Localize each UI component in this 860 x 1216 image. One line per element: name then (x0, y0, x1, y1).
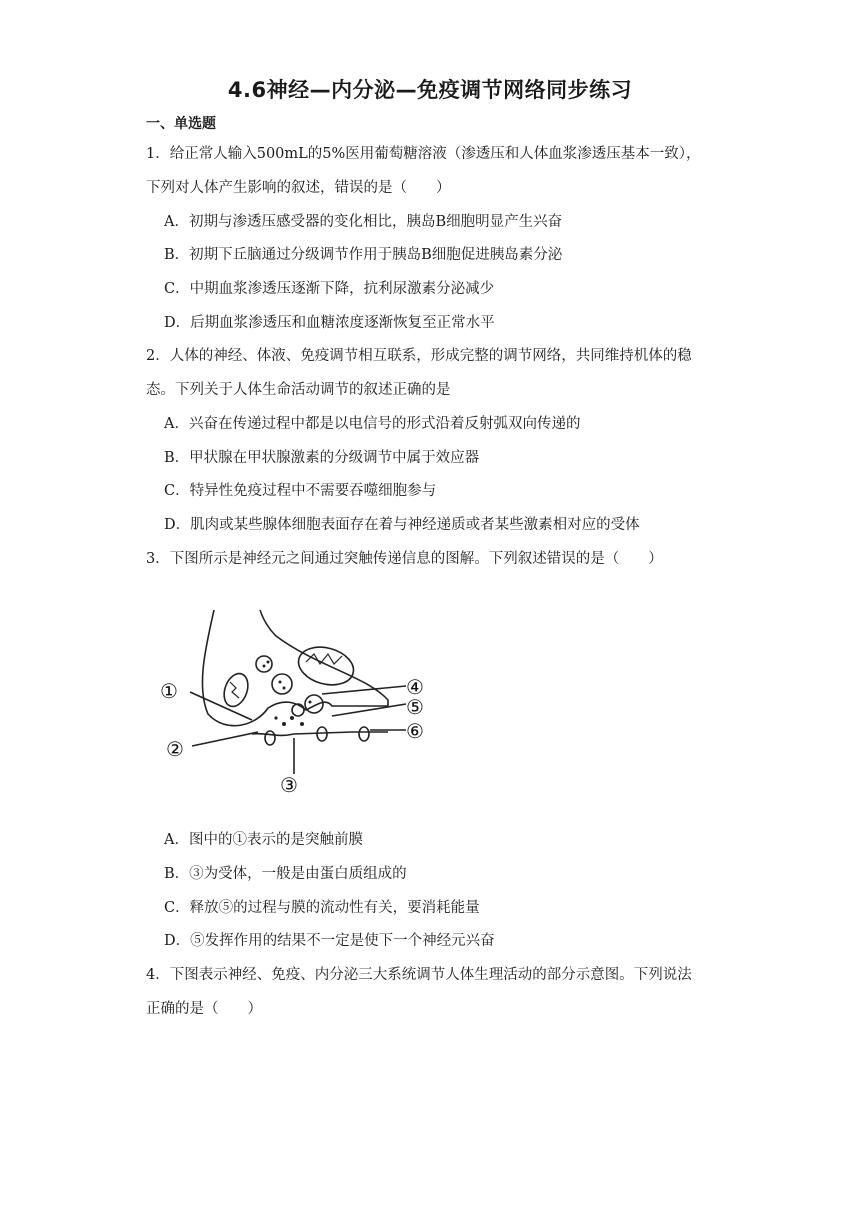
q1-stem-line-2: 下列对人体产生影响的叙述，错误的是（ ） (146, 180, 451, 196)
q2-option-b: B．甲状腺在甲状腺激素的分级调节中属于效应器 (164, 450, 480, 466)
figure-label-2: ② (166, 737, 184, 761)
q1-option-c: C．中期血浆渗透压逐渐下降，抗利尿激素分泌减少 (164, 281, 495, 297)
q1-stem-line-1: 1．给正常人输入500mL的5%医用葡萄糖溶液（渗透压和人体血浆渗透压基本一致）， (146, 146, 701, 162)
q2-option-c: C．特异性免疫过程中不需要吞噬细胞参与 (164, 483, 437, 499)
q1-option-d: D．后期血浆渗透压和血糖浓度逐渐恢复至正常水平 (164, 315, 495, 331)
q3-option-d: D．⑤发挥作用的结果不一定是使下一个神经元兴奋 (164, 933, 495, 949)
page-title: 4.6神经—内分泌—免疫调节网络同步练习 (227, 78, 633, 102)
q3-option-c: C．释放⑤的过程与膜的流动性有关，要消耗能量 (164, 900, 480, 916)
figure-label-5: ⑤ (406, 695, 424, 719)
q4-stem-line-2: 正确的是（ ） (146, 1001, 262, 1017)
q3-stem-line-1: 3．下图所示是神经元之间通过突触传递信息的图解。下列叙述错误的是（ ） (146, 551, 663, 567)
q1-option-a: A．初期与渗透压感受器的变化相比，胰岛B细胞明显产生兴奋 (164, 214, 563, 230)
section-heading: 一、单选题 (146, 116, 216, 132)
q4-stem-line-1: 4．下图表示神经、免疫、内分泌三大系统调节人体生理活动的部分示意图。下列说法 (146, 967, 692, 983)
q2-option-d: D．肌肉或某些腺体细胞表面存在着与神经递质或者某些激素相对应的受体 (164, 517, 640, 533)
q2-stem-line-2: 态。下列关于人体生命活动调节的叙述正确的是 (146, 382, 451, 398)
figure-label-6: ⑥ (406, 719, 424, 743)
q3-option-a: A．图中的①表示的是突触前膜 (164, 832, 363, 848)
q2-stem-line-1: 2．人体的神经、体液、免疫调节相互联系，形成完整的调节网络，共同维持机体的稳 (146, 348, 692, 364)
q3-option-b: B．③为受体，一般是由蛋白质组成的 (164, 866, 407, 882)
figure-label-1: ① (160, 679, 178, 703)
q1-option-b: B．初期下丘脑通过分级调节作用于胰岛B细胞促进胰岛素分泌 (164, 247, 563, 263)
figure-label-3: ③ (280, 773, 298, 796)
mitochondrion (294, 641, 357, 690)
synaptic-vesicle (256, 656, 272, 672)
figure-label-4: ④ (406, 675, 424, 699)
presynaptic-terminal (202, 610, 388, 726)
q2-option-a: A．兴奋在传递过程中都是以电信号的形式沿着反射弧双向传递的 (164, 416, 581, 432)
synaptic-vesicle (305, 695, 323, 713)
synapse-diagram (156, 606, 436, 796)
mitochondrion (220, 670, 252, 709)
synaptic-vesicle (272, 674, 292, 694)
